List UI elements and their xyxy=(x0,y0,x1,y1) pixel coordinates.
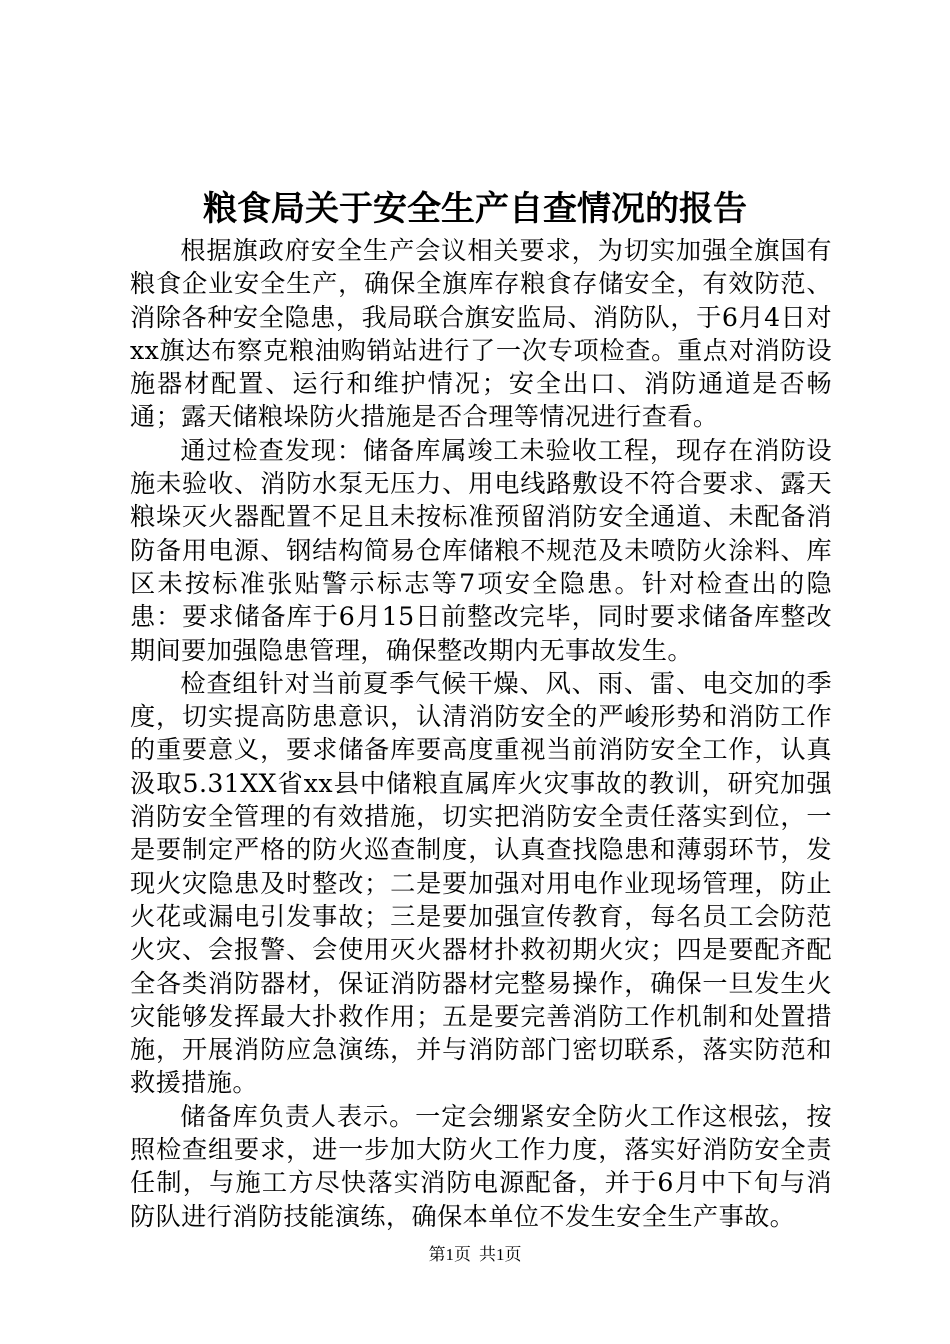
paragraph-1: 根据旗政府安全生产会议相关要求，为切实加强全旗国有粮食企业安全生产，确保全旗库存粮食存储安全，有效防范、消除各种安全隐患，我局联合旗安监局、消防队，于6月4日对xx旗达布察克粮油购销站进行了一次专项检查。重点对消防设施器材配置、运行和维护情况；安全出口、消防通道是否畅通；露天储粮垛防火措施是否合理等情况进行查看。 xyxy=(130,236,832,432)
paragraph-2: 通过检查发现：储备库属竣工未验收工程，现存在消防设施未验收、消防水泵无压力、用电线路敷设不符合要求、露天粮垛灭火器配置不足且未按标准预留消防安全通道、未配备消防备用电源、钢结构简易仓库储粮不规范及未喷防火涂料、库区未按标准张贴警示标志等7项安全隐患。针对检查出的隐患：要求储备库于6月15日前整改完毕，同时要求储备库整改期间要加强隐患管理，确保整改期内无事故发生。 xyxy=(130,435,832,665)
paragraph-4: 储备库负责人表示。一定会绷紧安全防火工作这根弦，按照检查组要求，进一步加大防火工作力度，落实好消防安全责任制，与施工方尽快落实消防电源配备，并于6月中下旬与消防队进行消防技能演练，确保本单位不发生安全生产事故。 xyxy=(130,1101,832,1231)
page-number: 第1页 xyxy=(428,1245,471,1264)
page-total: 共1页 xyxy=(479,1245,522,1264)
paragraph-3: 检查组针对当前夏季气候干燥、风、雨、雷、电交加的季度，切实提高防患意识，认清消防安全的严峻形势和消防工作的重要意义，要求储备库要高度重视当前消防安全工作，认真汲取5.31XX省xx县中储粮直属库火灾事故的教训，研究加强消防安全管理的有效措施，切实把消防安全责任落实到位，一是要制定严格的防火巡查制度，认真查找隐患和薄弱环节，发现火灾隐患及时整改；二是要加强对用电作业现场管理，防止火花或漏电引发事故；三是要加强宣传教育，每名员工会防范火灾、会报警、会使用灭火器材扑救初期火灾；四是要配齐配全各类消防器材，保证消防器材完整易操作，确保一旦发生火灾能够发挥最大扑救作用；五是要完善消防工作机制和处置措施，开展消防应急演练，并与消防部门密切联系，落实防范和救援措施。 xyxy=(130,668,832,1098)
document-body xyxy=(130,234,832,1233)
document-title: 粮食局关于安全生产自查情况的报告 xyxy=(203,189,747,229)
page-footer xyxy=(0,1243,950,1267)
